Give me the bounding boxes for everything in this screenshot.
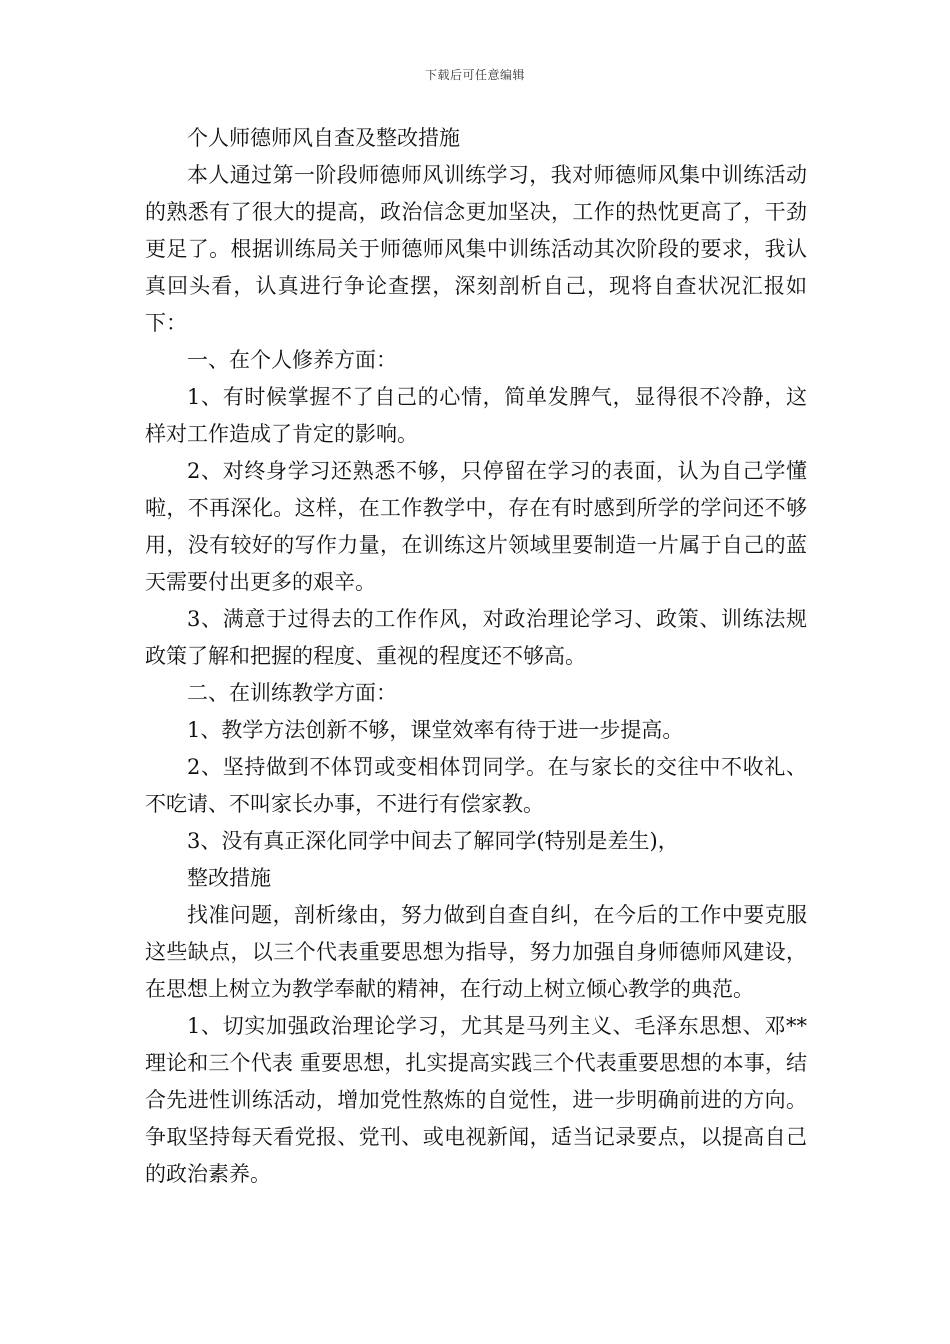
paragraph-teaching-3: 3、没有真正深化同学中间去了解同学(特别是差生)， — [187, 829, 679, 853]
header-note: 下载后可任意编辑 — [424, 68, 525, 82]
paragraph-teaching-2: 2、坚持做到不体罚或变相体罚同学。在与家长的交往中不收礼、不吃请、不叫家长办事，不进行有偿家教。 — [145, 755, 807, 816]
paragraph-personal-2: 2、对终身学习还熟悉不够，只停留在学习的表面，认为自己学懂啦，不再深化。这样，在工作教学中，存在有时感到所学的学问还不够用，没有较好的写作力量，在训练这片领域里要制造一片属于自己的蓝天需要付出更多的艰辛。 — [145, 459, 807, 594]
paragraph-measures-intro: 找准问题，剖析缘由，努力做到自查自纠，在今后的工作中要克服这些缺点，以三个代表重要思想为指导，努力加强自身师德师风建设，在思想上树立为教学奉献的精神，在行动上树立倾心教学的典范。 — [145, 903, 807, 1001]
paragraph-measures-1: 1、切实加强政治理论学习，尤其是马列主义、毛泽东思想、邓**理论和三个代表 重要思想，扎实提高实践三个代表重要思想的本事，结合先进性训练活动，增加党性熬炼的自觉性，进一步明确前进的方向。争取坚持每天看党报、党刊、或电视新闻，适当记录要点，以提高自己的政治素养。 — [145, 1014, 807, 1186]
paragraph-personal-3: 3、满意于过得去的工作作风，对政治理论学习、政策、训练法规政策了解和把握的程度、重视的程度还不够高。 — [145, 607, 807, 668]
paragraph-intro: 本人通过第一阶段师德师风训练学习，我对师德师风集中训练活动的熟悉有了很大的提高，政治信念更加坚决，工作的热忱更高了，干劲更足了。根据训练局关于师德师风集中训练活动其次阶段的要求，我认真回头看，认真进行争论查摆，深刻剖析自己，现将自查状况汇报如下： — [145, 163, 807, 335]
section-heading-personal: 一、在个人修养方面： — [187, 348, 397, 372]
paragraph-teaching-1: 1、教学方法创新不够，课堂效率有待于进一步提高。 — [187, 718, 684, 742]
document-body — [145, 120, 807, 1193]
document-title: 个人师德师风自查及整改措施 — [187, 126, 460, 150]
paragraph-personal-1: 1、有时候掌握不了自己的心情，简单发脾气，显得很不冷静，这样对工作造成了肯定的影响。 — [145, 385, 807, 446]
section-heading-teaching: 二、在训练教学方面： — [187, 681, 397, 705]
section-heading-measures: 整改措施 — [187, 866, 271, 890]
